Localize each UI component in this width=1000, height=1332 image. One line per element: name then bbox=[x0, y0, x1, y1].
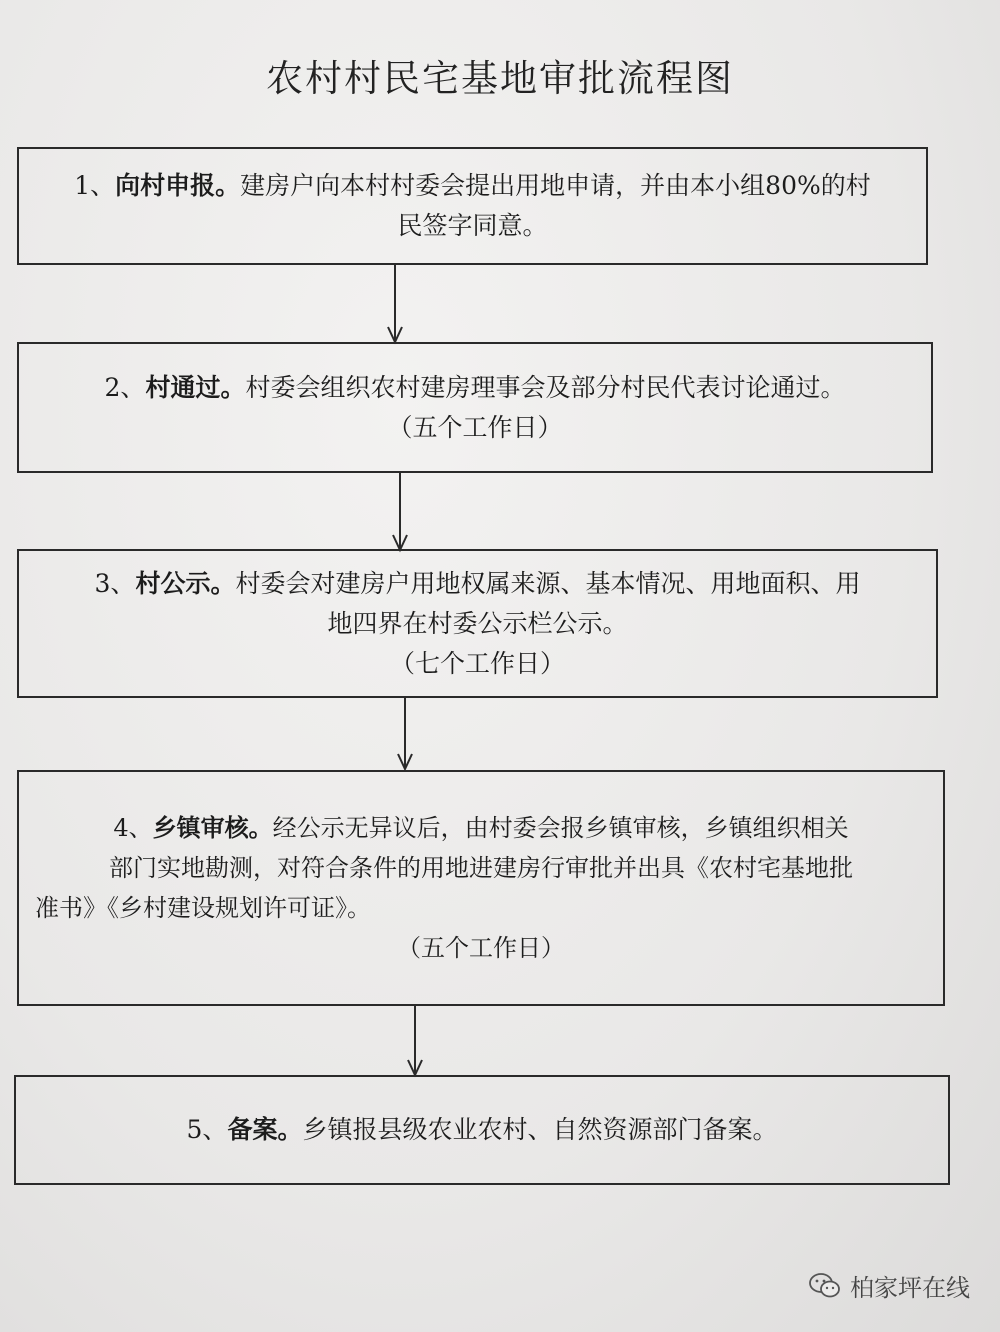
step-2-line-1 bbox=[105, 368, 846, 408]
step-1-text: 建房户向本村村委会提出用地申请，并由本小组80%的村 bbox=[240, 171, 871, 200]
step-2-number: 2、 bbox=[104, 372, 146, 402]
step-4-line-3: 准书》《乡村建设规划许可证》。 bbox=[35, 894, 371, 922]
step-4-text: 经公示无异议后，由村委会报乡镇审核，乡镇组织相关 bbox=[272, 814, 849, 842]
page-title: 农村村民宅基地审批流程图 bbox=[266, 57, 734, 100]
step-2-text: 村委会组织农村建房理事会及部分村民代表讨论通过。 bbox=[245, 372, 846, 402]
step-1-heading: 向村申报。 bbox=[115, 171, 241, 200]
step-1-number: 1、 bbox=[74, 171, 116, 200]
step-box-1 bbox=[17, 147, 928, 265]
step-4-number: 4、 bbox=[113, 814, 153, 842]
step-5-number: 5、 bbox=[186, 1115, 228, 1144]
step-2-workdays: （五个工作日） bbox=[387, 412, 563, 442]
arrow-2-to-3 bbox=[390, 473, 410, 553]
step-5-heading: 备案。 bbox=[227, 1115, 303, 1144]
step-1-line-1 bbox=[74, 166, 871, 206]
step-5-line-1 bbox=[187, 1110, 778, 1150]
step-3-line-1 bbox=[95, 564, 861, 604]
step-2-heading: 村通过。 bbox=[145, 372, 246, 402]
step-3-line-2: 地四界在村委公示栏公示。 bbox=[327, 608, 628, 638]
step-box-5 bbox=[14, 1075, 950, 1185]
step-3-heading: 村公示。 bbox=[135, 568, 236, 598]
step-1-line-2: 民签字同意。 bbox=[397, 211, 548, 240]
arrow-1-to-2 bbox=[385, 265, 405, 345]
step-3-text: 村委会对建房户用地权属来源、基本情况、用地面积、用 bbox=[235, 568, 861, 598]
step-box-3 bbox=[17, 549, 938, 698]
step-4-workdays: （五个工作日） bbox=[397, 934, 565, 962]
step-3-workdays: （七个工作日） bbox=[389, 648, 565, 678]
watermark-text: 柏家坪在线 bbox=[850, 1274, 970, 1302]
watermark bbox=[808, 1268, 970, 1303]
step-4-line-1 bbox=[113, 808, 848, 848]
arrow-4-to-5 bbox=[405, 1006, 425, 1078]
step-box-2 bbox=[17, 342, 933, 473]
step-box-4 bbox=[17, 770, 945, 1006]
wechat-icon bbox=[808, 1272, 842, 1300]
arrow-3-to-4 bbox=[395, 698, 415, 772]
step-4-heading: 乡镇审核。 bbox=[152, 814, 273, 842]
step-5-text: 乡镇报县级农业农村、自然资源部门备案。 bbox=[302, 1115, 778, 1144]
step-4-line-2: 部门实地勘测，对符合条件的用地进建房行审批并出具《农村宅基地批 bbox=[109, 854, 853, 882]
step-3-number: 3、 bbox=[94, 568, 136, 598]
